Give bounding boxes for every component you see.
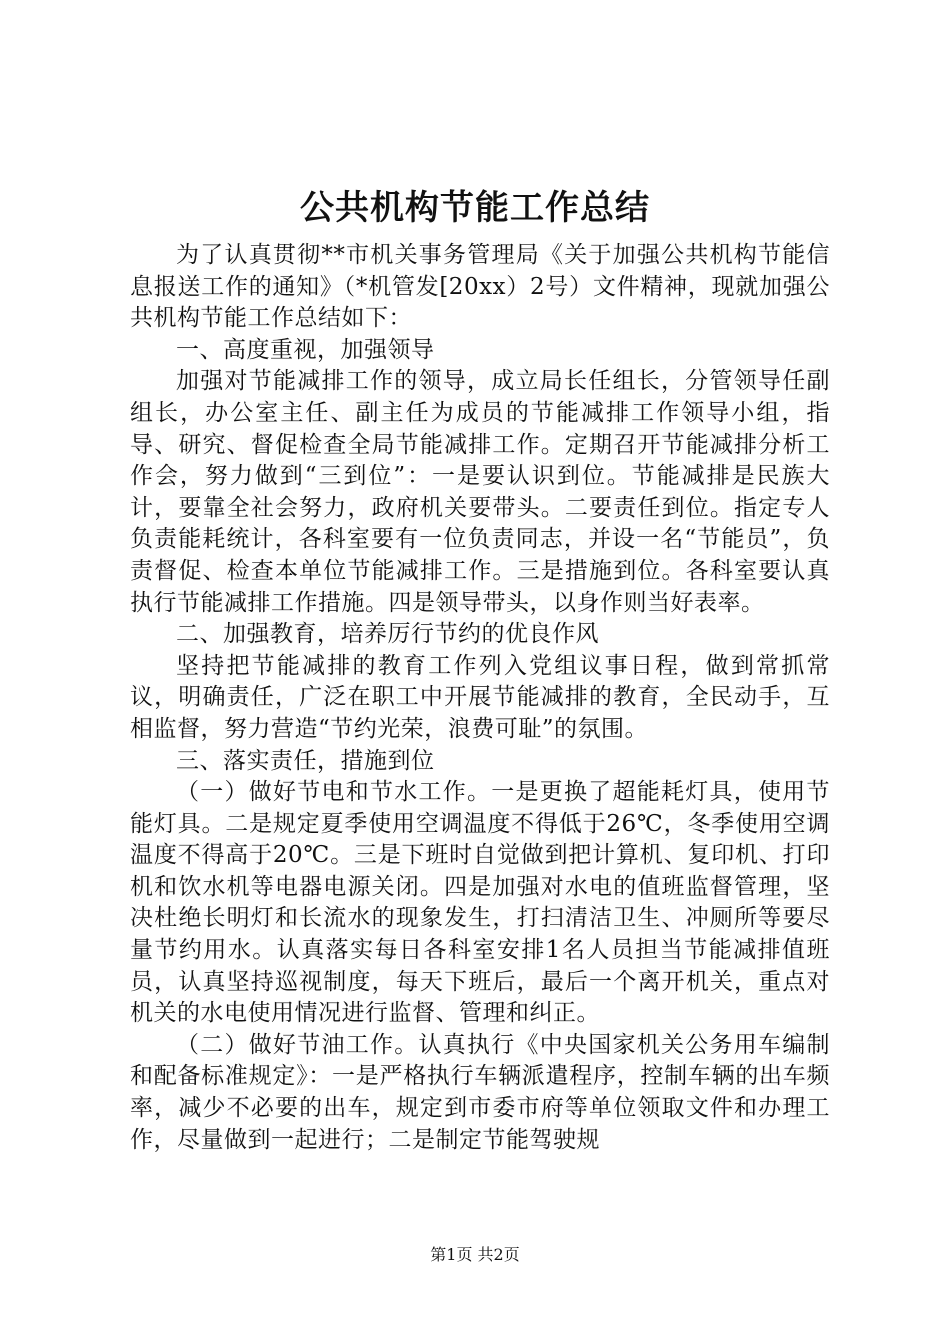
section-heading-2: 二、加强教育，培养厉行节约的优良作风 <box>176 621 599 648</box>
subsection-paragraph-1: （一）做好节电和节水工作。一是更换了超能耗灯具，使用节能灯具。二是规定夏季使用空调温度不得低于26℃，冬季使用空调温度不得高于20℃。三是下班时自觉做到把计算机、复印机、打印机和饮水机等电器电源关闭。四是加强对水电的值班监督管理，坚决杜绝长明灯和长流水的现象发生，打扫清洁卫生、冲厕所等要尽量节约用水。认真落实每日各科室安排1名人员担当节能减排值班员，认真坚持巡视制度，每天下班后，最后一个离开机关，重点对机关的水电使用情况进行监督、管理和纠正。 <box>130 779 830 1027</box>
section-heading-1: 一、高度重视，加强领导 <box>176 336 435 363</box>
section-heading-3: 三、落实责任，措施到位 <box>176 747 435 774</box>
section-paragraph-2: 坚持把节能减排的教育工作列入党组议事日程，做到常抓常议，明确责任，广泛在职工中开展节能减排的教育，全民动手，互相监督，努力营造“节约光荣，浪费可耻”的氛围。 <box>130 652 830 742</box>
page-footer: 第1页 共2页 <box>430 1245 520 1264</box>
intro-paragraph: 为了认真贯彻**市机关事务管理局《关于加强公共机构节能信息报送工作的通知》（*机管发[20xx）2号）文件精神，现就加强公共机构节能工作总结如下： <box>130 242 830 332</box>
section-paragraph-1: 加强对节能减排工作的领导，成立局长任组长，分管领导任副组长，办公室主任、副主任为成员的节能减排工作领导小组，指导、研究、督促检查全局节能减排工作。定期召开节能减排分析工作会，努力做到“三到位”：一是要认识到位。节能减排是民族大计，要靠全社会努力，政府机关要带头。二要责任到位。指定专人负责能耗统计，各科室要有一位负责同志，并设一名“节能员”，负责督促、检查本单位节能减排工作。三是措施到位。各科室要认真执行节能减排工作措施。四是领导带头，以身作则当好表率。 <box>130 368 830 616</box>
document-body <box>130 240 830 1156</box>
subsection-paragraph-2: （二）做好节油工作。认真执行《中央国家机关公务用车编制和配备标准规定》：一是严格执行车辆派遣程序，控制车辆的出车频率，减少不必要的出车，规定到市委市府等单位领取文件和办理工作，尽量做到一起进行；二是制定节能驾驶规 <box>130 1031 830 1153</box>
document-title: 公共机构节能工作总结 <box>300 188 650 228</box>
